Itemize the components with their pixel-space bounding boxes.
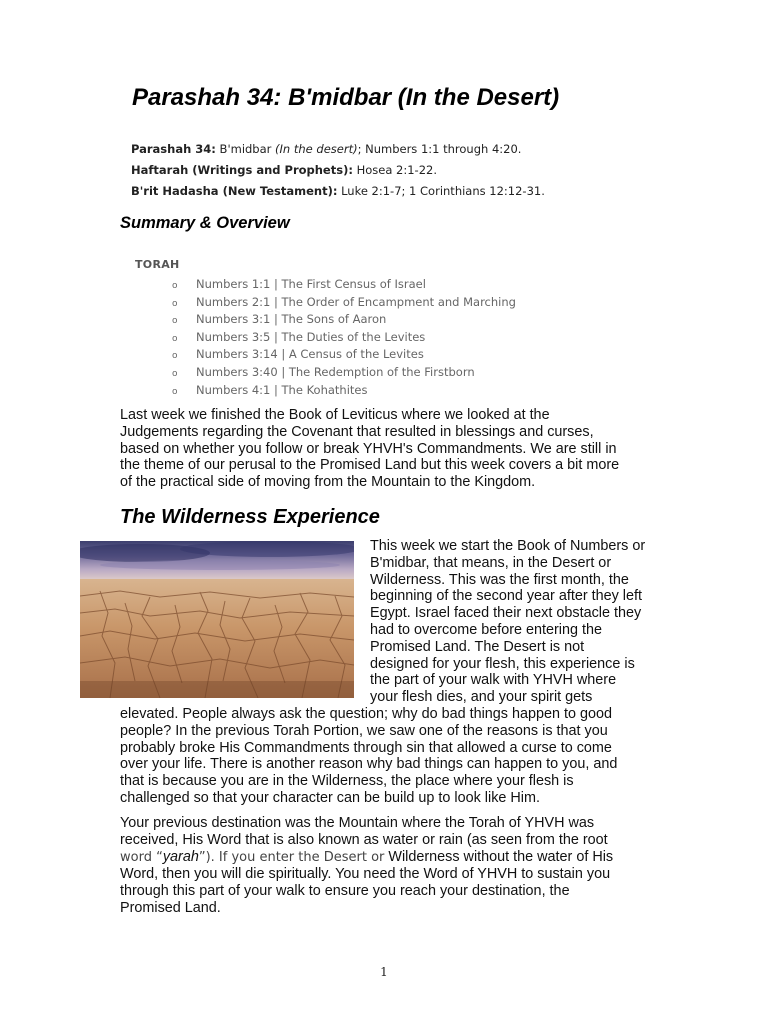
text-line: people? In the previous Torah Portion, we saw one of the reasons is that you xyxy=(120,722,608,739)
wilderness-paragraph-continued xyxy=(120,706,680,807)
bullet-icon: o xyxy=(172,368,178,379)
text-line: your flesh dies, and your spirit gets xyxy=(370,689,593,706)
list-item xyxy=(172,346,516,364)
reference-text: B'midbar xyxy=(215,142,276,156)
list-item xyxy=(172,276,516,294)
text-line: based on whether you follow or break YHVH's Commandments. We are still in xyxy=(120,440,617,457)
text-line: designed for your flesh, this experience is xyxy=(370,655,635,672)
bullet-icon: o xyxy=(172,386,178,397)
summary-heading: Summary & Overview xyxy=(120,214,290,232)
reference-text: Luke 2:1-7; 1 Corinthians 12:12-31. xyxy=(337,184,545,198)
reference-brit-hadasha xyxy=(131,181,731,202)
text-fragment: word “ xyxy=(120,849,163,865)
text-line: Promised Land. xyxy=(120,899,221,916)
text-line: Wilderness. This was the first month, the xyxy=(370,571,629,588)
text-line: Egypt. Israel faced their next obstacle they xyxy=(370,605,642,622)
list-item-text: Numbers 3:40 | The Redemption of the Firstborn xyxy=(196,364,475,379)
reference-parashah xyxy=(131,139,731,160)
desert-photo xyxy=(80,541,354,698)
list-item-text: Numbers 3:1 | The Sons of Aaron xyxy=(196,312,387,327)
torah-label: TORAH xyxy=(135,258,180,271)
reference-haftarah xyxy=(131,160,731,181)
torah-outline-list xyxy=(172,276,516,399)
list-item xyxy=(172,382,516,400)
text-line: of the practical side of moving from the Mountain to the Kingdom. xyxy=(120,474,536,491)
text-line: B'midbar, that means, in the Desert or xyxy=(370,554,612,571)
text-line: probably broke His Commandments through sin that allowed a curse to come xyxy=(120,739,612,756)
reference-italic: (In the desert) xyxy=(275,142,358,156)
text-line: Last week we finished the Book of Leviticus where we looked at the xyxy=(120,407,550,423)
wilderness-paragraph-wrap xyxy=(370,538,700,706)
list-item-text: Numbers 4:1 | The Kohathites xyxy=(196,382,368,397)
list-item-text: Numbers 2:1 | The Order of Encampment and Marching xyxy=(196,294,516,309)
list-item xyxy=(172,294,516,312)
text-line: had to overcome before entering the xyxy=(370,621,602,638)
text-line: This week we start the Book of Numbers or xyxy=(370,538,646,554)
text-line: the theme of our perusal to the Promised Land but this week covers a bit more xyxy=(120,457,620,474)
text-line: over your life. There is another reason why bad things can happen to you, and xyxy=(120,756,618,773)
list-item xyxy=(172,329,516,347)
reference-rest: ; Numbers 1:1 through 4:20. xyxy=(357,142,522,156)
reference-text: Hosea 2:1-22. xyxy=(352,163,437,177)
intro-paragraph xyxy=(120,407,680,491)
reference-label: B'rit Hadasha (New Testament): xyxy=(131,184,338,198)
bullet-icon: o xyxy=(172,316,178,327)
text-line xyxy=(120,849,680,867)
text-line: received, His Word that is also known as water or rain (as seen from the root xyxy=(120,831,608,848)
text-line: Your previous destination was the Mountain where the Torah of YHVH was xyxy=(120,815,595,831)
mountain-paragraph xyxy=(120,815,680,917)
text-line: that is because you are in the Wilderness, the place where your flesh is xyxy=(120,773,574,790)
list-item xyxy=(172,311,516,329)
bullet-icon: o xyxy=(172,351,178,362)
list-item-text: Numbers 3:14 | A Census of the Levites xyxy=(196,347,424,362)
scripture-references xyxy=(131,139,731,202)
page-title: Parashah 34: B'midbar (In the Desert) xyxy=(132,84,560,111)
text-line: beginning of the second year after they left xyxy=(370,588,643,605)
list-item-text: Numbers 1:1 | The First Census of Israel xyxy=(196,277,426,291)
reference-label: Parashah 34: xyxy=(131,142,216,156)
text-line: Promised Land. The Desert is not xyxy=(370,638,585,655)
bullet-icon: o xyxy=(172,333,178,344)
wilderness-heading: The Wilderness Experience xyxy=(120,506,380,528)
bullet-icon: o xyxy=(172,281,178,291)
text-fragment: Wilderness without the water of His xyxy=(384,848,614,865)
text-fragment: ”). If you enter the Desert or xyxy=(198,849,385,865)
text-line: elevated. People always ask the question; why do bad things happen to good xyxy=(120,706,613,722)
list-item-text: Numbers 3:5 | The Duties of the Levites xyxy=(196,329,426,344)
bullet-icon: o xyxy=(172,298,178,309)
hebrew-term: yarah xyxy=(162,848,199,865)
text-line: Judgements regarding the Covenant that resulted in blessings and curses, xyxy=(120,423,594,440)
text-line: Word, then you will die spiritually. You need the Word of YHVH to sustain you xyxy=(120,866,611,883)
text-line: challenged so that your character can be build up to look like Him. xyxy=(120,789,540,806)
reference-label: Haftarah (Writings and Prophets): xyxy=(131,163,353,177)
text-line: the part of your walk with YHVH where xyxy=(370,672,617,689)
text-line: through this part of your walk to ensure you reach your destination, the xyxy=(120,883,570,900)
page-number: 1 xyxy=(380,965,388,979)
list-item xyxy=(172,364,516,382)
